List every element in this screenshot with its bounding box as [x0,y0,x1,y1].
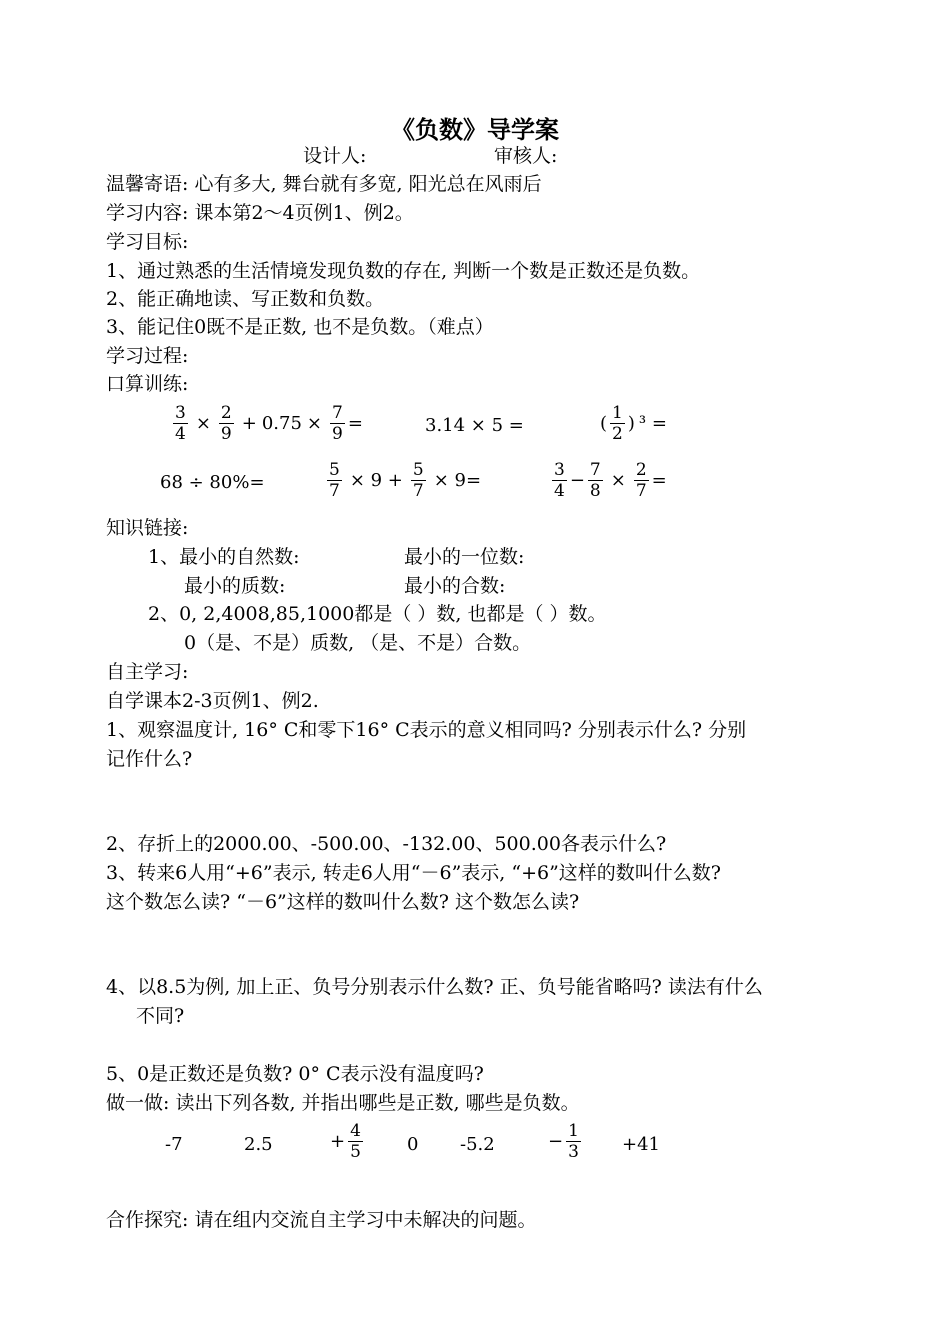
question-3-cont: 这个数怎么读? “－6”这样的数叫什么数? 这个数怎么读? [106,891,580,913]
knowledge-item: 最小的质数: [184,575,286,597]
practice-heading: 做一做: 读出下列各数, 并指出哪些是正数, 哪些是负数。 [106,1092,580,1114]
oral-expression-5: $\frac{5}{7}$ × 9 + $\frac{5}{7}$ × 9= [329,460,482,501]
fraction: $\frac{1}{2}$ [612,403,623,444]
self-study-intro: 自学课本2-3页例1、例2. [106,690,319,712]
number-item: + $\frac{4}{5}$ [330,1121,361,1162]
fraction: $\frac{7}{8}$ [589,460,601,501]
oral-heading: 口算训练: [106,373,189,395]
fraction: $\frac{1}{3}$ [568,1121,579,1162]
fraction: $\frac{4}{5}$ [350,1121,361,1162]
question-4: 4、以8.5为例, 加上正、负号分别表示什么数? 正、负号能省略吗? 读法有什么 [106,976,763,998]
fraction: $\frac{3}{4}$ [554,460,565,501]
oral-expression-2: 3.14 × 5 = [425,415,524,436]
cooperative-inquiry: 合作探究: 请在组内交流自主学习中未解决的问题。 [106,1209,537,1231]
motto: 温馨寄语: 心有多大, 舞台就有多宽, 阳光总在风雨后 [106,173,542,195]
knowledge-heading: 知识链接: [106,517,189,539]
designer-label: 设计人: [303,145,367,167]
goal-item: 1、通过熟悉的生活情境发现负数的存在, 判断一个数是正数还是负数。 [106,260,701,282]
knowledge-item: 最小的一位数: [404,546,525,568]
question-4-cont: 不同? [136,1005,185,1027]
fraction: $\frac{3}{4}$ [175,403,186,444]
learning-content: 学习内容: 课本第2～4页例1、例2。 [106,202,414,224]
question-1-cont: 记作什么? [106,748,193,770]
question-1: 1、观察温度计, 16° C和零下16° C表示的意义相同吗? 分别表示什么? 分别 [106,719,747,741]
question-2: 2、存折上的2000.00、-500.00、-132.00、500.00各表示什么? [106,833,667,855]
self-study-heading: 自主学习: [106,661,189,683]
goals-heading: 学习目标: [106,231,189,253]
number-item: − $\frac{1}{3}$ [548,1121,579,1162]
number-item: +41 [622,1134,660,1155]
goal-item: 2、能正确地读、写正数和负数。 [106,288,385,310]
question-5: 5、0是正数还是负数? 0° C表示没有温度吗? [106,1063,484,1085]
page-title: 《负数》导学案 [391,116,559,144]
goal-item: 3、能记住0既不是正数, 也不是负数。（难点） [106,316,494,338]
oral-expression-6: $\frac{3}{4}$ − $\frac{7}{8}$ × $\frac{2}{7}$ = [554,460,667,501]
number-item: 2.5 [244,1134,273,1155]
knowledge-item: 0（是、不是）质数, （是、不是）合数。 [184,632,532,654]
oral-expression-3: ( $\frac{1}{2}$ ) ³ = [600,403,667,444]
reviewer-label: 审核人: [494,145,558,167]
number-item: 0 [407,1134,419,1155]
number-item: -7 [165,1134,183,1155]
process-heading: 学习过程: [106,345,189,367]
fraction: $\frac{2}{7}$ [635,460,647,501]
question-3: 3、转来6人用“+6”表示, 转走6人用“－6”表示, “+6”这样的数叫什么数? [106,862,721,884]
fraction: $\frac{2}{9}$ [220,403,232,444]
oral-expression-4: 68 ÷ 80%= [160,472,265,493]
number-item: -5.2 [460,1134,495,1155]
knowledge-item: 最小的合数: [404,575,506,597]
knowledge-item: 2、0, 2,4008,85,1000都是（ ）数, 也都是（ ）数。 [148,603,607,625]
oral-expression-1: $\frac{3}{4}$ × $\frac{2}{9}$ + 0.75 × $\frac{7}{9}$ = [175,403,363,444]
fraction: $\frac{5}{7}$ [412,460,424,501]
fraction: $\frac{5}{7}$ [329,460,340,501]
fraction: $\frac{7}{9}$ [332,403,343,444]
knowledge-item: 1、最小的自然数: [148,546,300,568]
